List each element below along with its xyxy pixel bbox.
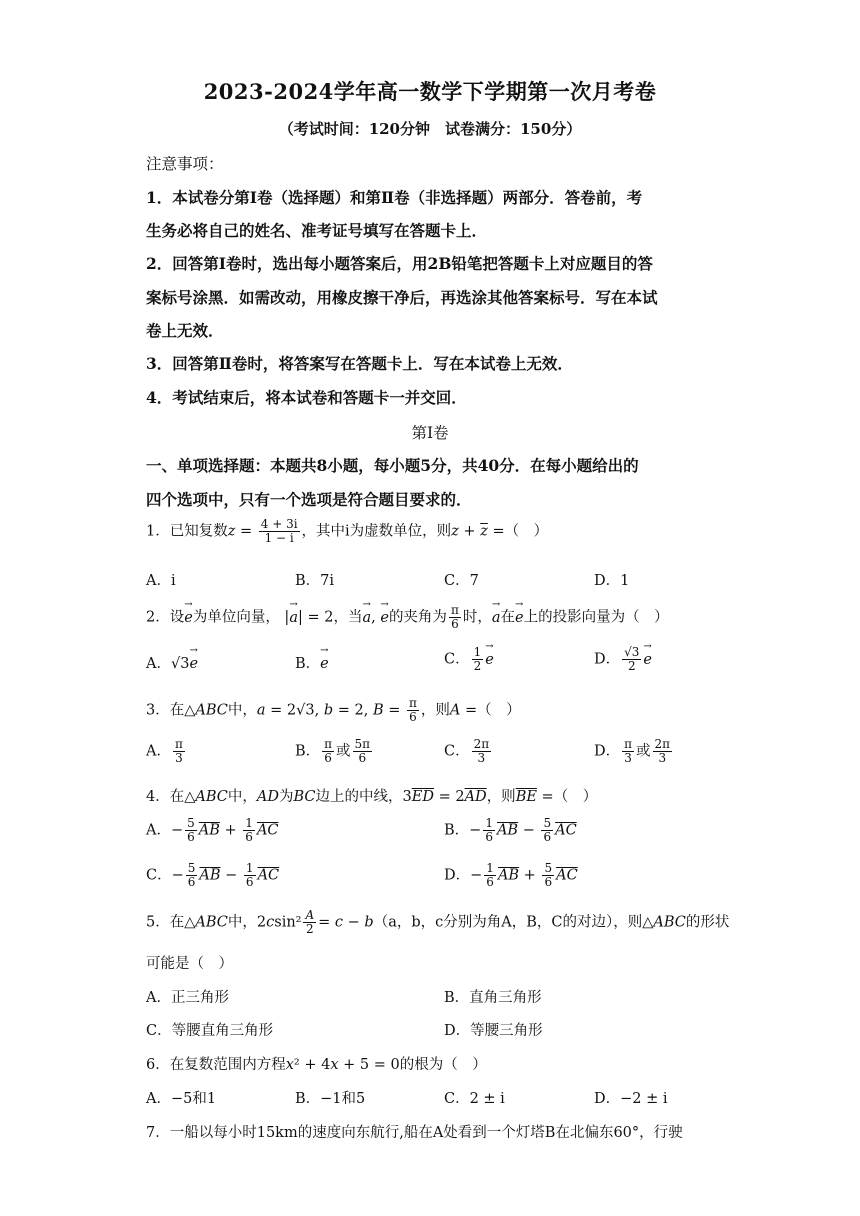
q4-option-d[interactable]: D．− $\frac{1}{6}$ $\overline{AB}$ + $\frac{5}{6}$ $\overline{AC}$	[444, 861, 578, 889]
page-subtitle: （考试时间：120分钟 试卷满分：150分）	[278, 120, 582, 138]
q5-option-a[interactable]: A．正三角形	[146, 990, 229, 1006]
fraction: $\frac{4 + 3i}{1 - i}$	[260, 517, 298, 545]
q2-option-a[interactable]: A．√3→ e	[146, 652, 198, 673]
page-title: 2023-2024学年高一数学下学期第一次月考卷	[203, 79, 657, 104]
notice-line: 4．考试结束后，将本试卷和答题卡一并交回．	[146, 388, 467, 407]
notice-heading: 注意事项：	[146, 155, 224, 173]
question-3: 3．在△ABC中，a = 2√3, b = 2, B = $\frac{\pi}{6}$ ，则A =（ ）	[146, 696, 521, 724]
q1-option-a[interactable]: A．i	[146, 573, 176, 589]
q1-option-b[interactable]: B．7i	[295, 573, 335, 589]
notice-line: 1．本试卷分第Ⅰ卷（选择题）和第Ⅱ卷（非选择题）两部分．答卷前，考	[146, 188, 643, 207]
question-4: 4．在△ABC中，AD为BC边上的中线，$3\overline{ED} = 2\overline{AD}$，则$\overline{BE}$ =（ ）	[146, 789, 598, 805]
question-1: 1．已知复数z = $\frac{4 + 3i}{1 - i}$ ，其中i为虚数单位，则$z + \overline{z}$ =（ ）	[146, 517, 549, 545]
q4-option-a[interactable]: A．− $\frac{5}{6}$ $\overline{AB}$ + $\frac{1}{6}$ $\overline{AC}$	[146, 816, 279, 844]
part1-heading: 一、单项选择题：本题共8小题，每小题5分，共40分．在每小题给出的	[146, 456, 639, 475]
q3-option-b[interactable]: B． $\frac{\pi}{6}$ 或 $\frac{5\pi}{6}$	[295, 737, 371, 765]
q3-option-c[interactable]: C． $\frac{2\pi}{3}$	[444, 737, 490, 765]
q4-option-c[interactable]: C．− $\frac{5}{6}$ $\overline{AB}$ − $\frac{1}{6}$ $\overline{AC}$	[146, 861, 280, 889]
q5-option-c[interactable]: C．等腰直角三角形	[146, 1023, 274, 1039]
notice-line: 卷上无效．	[146, 321, 224, 340]
q3-option-a[interactable]: A． $\frac{\pi}{3}$	[146, 737, 183, 765]
notice-line: 生务必将自己的姓名、准考证号填写在答题卡上．	[146, 221, 488, 240]
notice-line: 案标号涂黑．如需改动，用橡皮擦干净后，再选涂其他答案标号．写在本试	[146, 288, 658, 307]
notice-line: 2．回答第Ⅰ卷时，选出每小题答案后，用2B铅笔把答题卡上对应题目的答	[146, 254, 653, 273]
question-5-line2: 可能是（ ）	[146, 956, 233, 972]
q1-option-d[interactable]: D．1	[594, 573, 630, 589]
q5-option-d[interactable]: D．等腰三角形	[444, 1023, 543, 1039]
q3-option-d[interactable]: D． $\frac{\pi}{3}$ 或 $\frac{2\pi}{3}$	[594, 737, 671, 765]
q4-option-b[interactable]: B．− $\frac{1}{6}$ $\overline{AB}$ − $\frac{5}{6}$ $\overline{AC}$	[444, 816, 577, 844]
part1-heading: 四个选项中，只有一个选项是符合题目要求的．	[146, 490, 472, 509]
q5-option-b[interactable]: B．直角三角形	[444, 990, 542, 1006]
fraction: $\frac{\pi}{6}$	[450, 603, 459, 631]
question-7: 7．一船以每小时15km的速度向东航行,船在A处看到一个灯塔B在北偏东60°，行驶	[146, 1125, 683, 1141]
q2-option-d[interactable]: D． $\frac{√3}{2}$ → e	[594, 646, 652, 673]
q6-option-a[interactable]: A．−5和1	[146, 1091, 217, 1107]
question-5: 5．在△ABC中，2csin² $\frac{A}{2}$ = c − b（a，b，c分别为角A，B，C的对边），则△ABC的形状	[146, 908, 730, 936]
q2-option-c[interactable]: C． $\frac{1}{2}$ → e	[444, 646, 494, 673]
q6-option-b[interactable]: B．−1和5	[295, 1091, 366, 1107]
q6-option-d[interactable]: D．−2 ± i	[594, 1091, 668, 1107]
section-title: 第Ⅰ卷	[411, 424, 449, 442]
q6-option-c[interactable]: C．2 ± i	[444, 1091, 505, 1107]
notice-line: 3．回答第Ⅱ卷时，将答案写在答题卡上．写在本试卷上无效．	[146, 354, 573, 373]
question-2: 2．设→ e为单位向量， |→ a| = 2，当→ a, → e的夹角为 $\frac{\pi}{6}$ 时，→ a在→ e上的投影向量为（ ）	[146, 604, 669, 631]
q1-option-c[interactable]: C．7	[444, 573, 479, 589]
q2-option-b[interactable]: B．→ e	[295, 652, 329, 673]
question-6: 6．在复数范围内方程x² + 4x + 5 = 0的根为（ ）	[146, 1057, 487, 1073]
